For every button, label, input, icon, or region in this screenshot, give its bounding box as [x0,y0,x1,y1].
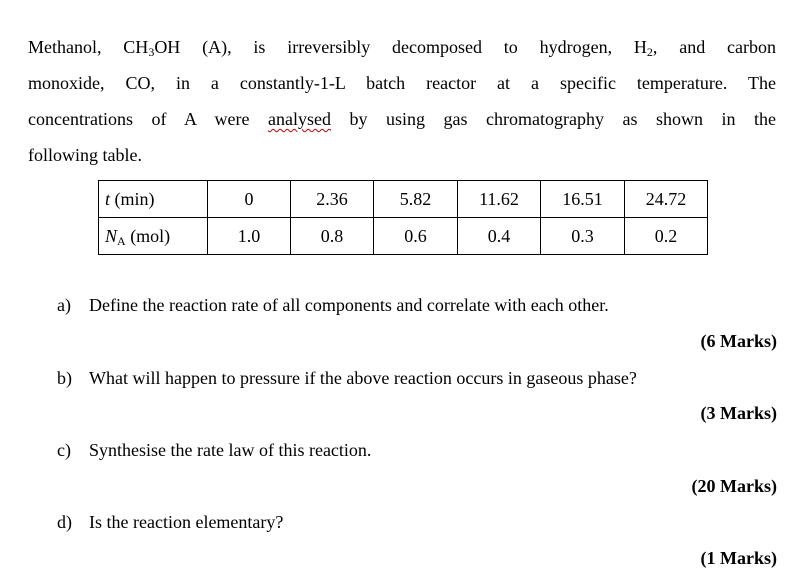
text-segment: concentrations of A were [28,109,250,129]
marks-d: (1 Marks) [700,548,777,568]
table-cell: 2.36 [291,181,374,218]
table-cell: 24.72 [625,181,708,218]
statement-line-4: following table. [28,145,142,165]
marks-b: (3 Marks) [700,403,777,423]
table-cell: 0.6 [374,218,458,255]
question-text: Is the reaction elementary? [89,512,284,532]
question-label: a) [57,295,71,315]
row-header-time [99,181,208,218]
text-segment: , and carbon [652,37,776,57]
question-a [57,295,609,316]
problem-statement [28,29,776,173]
symbol-n: N [105,225,118,246]
statement-line-3 [28,101,776,137]
table-cell: 0.8 [291,218,374,255]
table-cell: 0.3 [541,218,625,255]
table-row-moles [99,218,708,255]
table-cell: 0.2 [625,218,708,255]
text-segment: OH (A), is irreversibly decomposed to hydrogen, H [154,37,647,57]
unit-label: (min) [110,188,155,209]
question-text: Synthesise the rate law of this reaction. [89,440,372,460]
symbol-t: t [105,188,111,209]
marks-c: (20 Marks) [691,476,777,496]
subscript: 2 [646,45,653,59]
subscript: A [117,233,126,248]
table-cell: 0 [208,181,291,218]
row-header-moles [99,218,208,255]
spellcheck-flagged-word[interactable]: analysed [267,109,331,129]
question-d [57,512,283,533]
marks-a: (6 Marks) [700,331,777,351]
question-b [57,368,637,389]
table-cell: 16.51 [541,181,625,218]
unit-label: (mol) [125,225,171,246]
question-label: b) [57,368,72,388]
table-cell: 0.4 [458,218,541,255]
subscript: 3 [148,45,155,59]
question-c [57,440,371,461]
text-segment: by using gas chromatography as shown in the [349,109,777,129]
table-cell: 11.62 [458,181,541,218]
table-row-time [99,181,708,218]
text-segment: Methanol, CH [28,37,149,57]
statement-line-2: monoxide, CO, in a constantly-1-L batch reactor at a specific temperature. The [28,73,776,93]
table-cell: 1.0 [208,218,291,255]
question-text: Define the reaction rate of all components and correlate with each other. [89,295,609,315]
question-label: c) [57,440,71,460]
table-cell: 5.82 [374,181,458,218]
statement-line-1 [28,29,776,65]
concentration-table [98,180,708,255]
question-label: d) [57,512,72,532]
question-text: What will happen to pressure if the above reaction occurs in gaseous phase? [89,368,637,388]
